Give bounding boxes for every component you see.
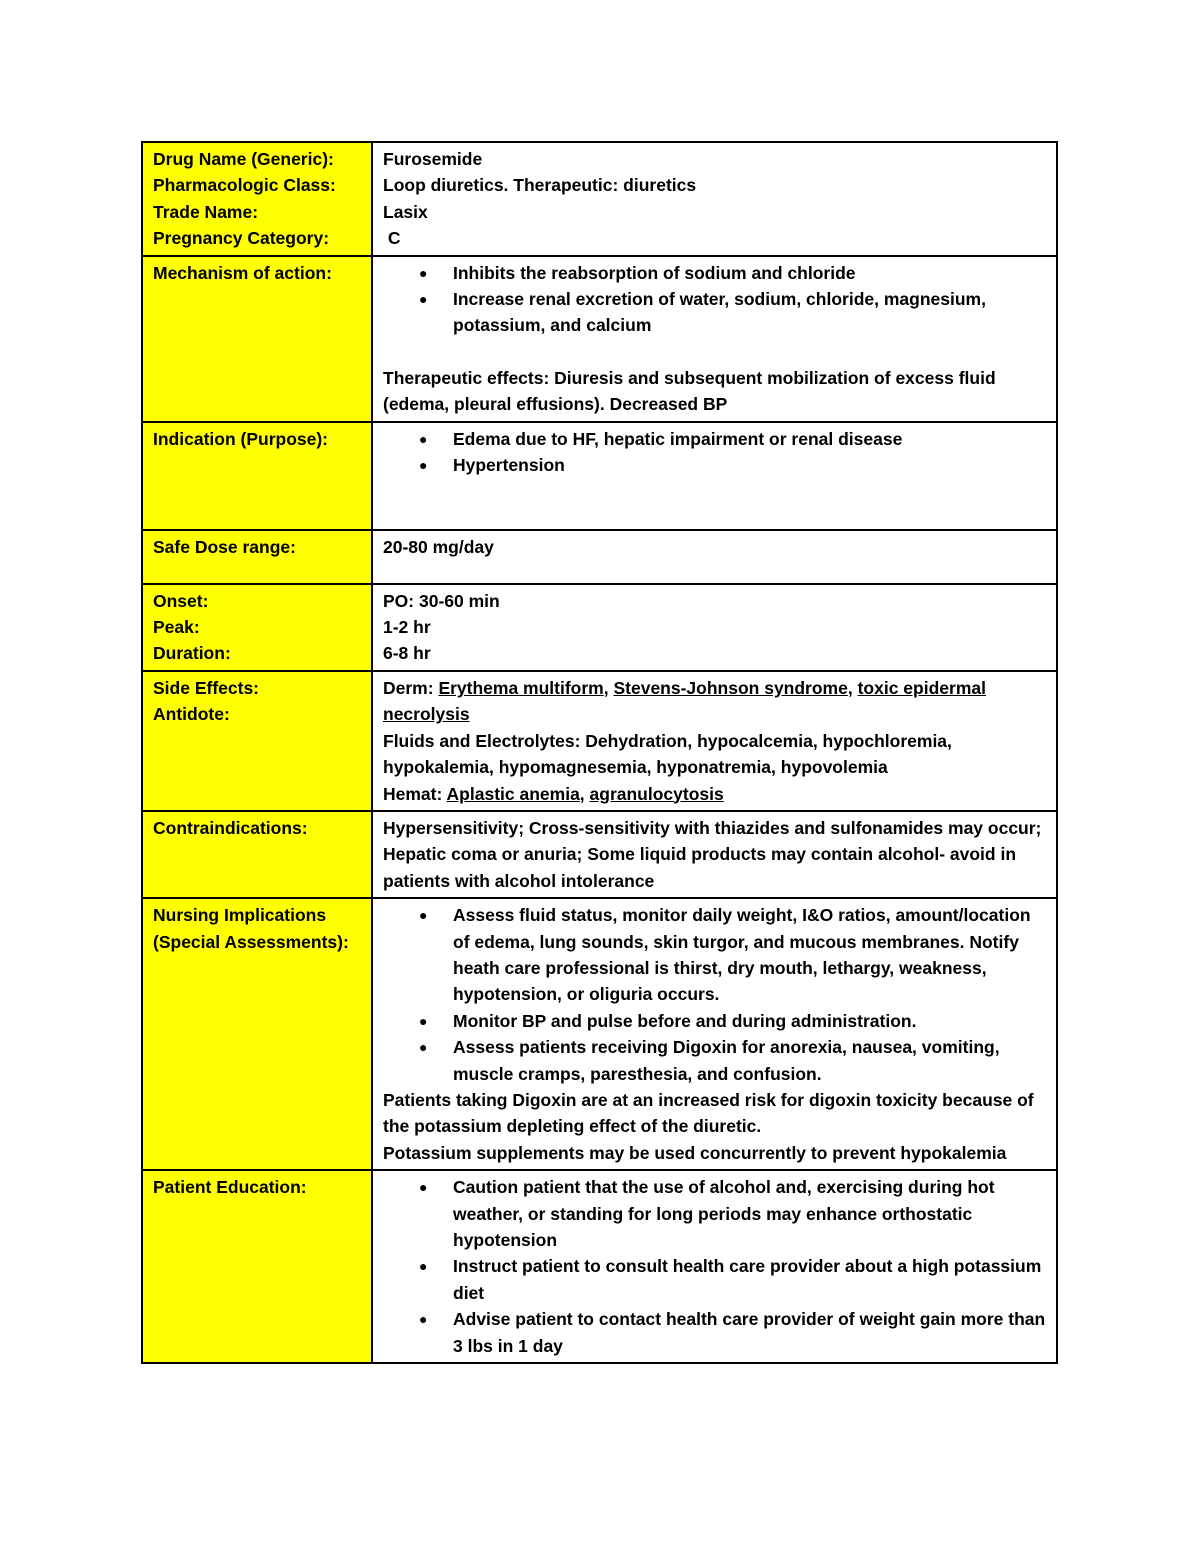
education-bullet: ● Caution patient that the use of alcohol and, exercising during hot weather, or standing for long periods may enhance orthostatic hypotension xyxy=(383,1174,1046,1253)
timing-labels-cell xyxy=(142,584,372,671)
contraindications-text: Hypersensitivity; Cross-sensitivity with thiazides and sulfonamides may occur; Hepatic coma or anuria; Some liquid products may contain alcohol- avoid in patients with alcohol intolerance xyxy=(372,811,1057,898)
derm-item: Stevens-Johnson syndrome xyxy=(613,677,848,698)
separator: , xyxy=(579,783,590,804)
trade-name-value: Lasix xyxy=(383,201,428,222)
drug-card-table xyxy=(141,141,1058,1364)
nursing-bullet: ● Assess patients receiving Digoxin for anorexia, nausea, vomiting, muscle cramps, paresthesia, and confusion. xyxy=(383,1034,1046,1087)
pharmacologic-class-label: Pharmacologic Class: xyxy=(153,175,336,196)
nursing-note: Patients taking Digoxin are at an increased risk for digoxin toxicity because of the potassium depleting effect of the diuretic. xyxy=(383,1089,1034,1137)
hemat-item: agranulocytosis xyxy=(589,783,724,804)
side-effects-label: Side Effects: xyxy=(153,677,259,698)
spacer xyxy=(383,339,1046,365)
derm-effects xyxy=(383,675,1046,728)
dose-row xyxy=(142,530,1057,584)
patient-education-label: Patient Education: xyxy=(142,1170,372,1363)
side-effects-cell xyxy=(372,671,1057,811)
timing-row xyxy=(142,584,1057,671)
mechanism-cell xyxy=(372,256,1057,422)
identity-row xyxy=(142,142,1057,256)
hemat-effects xyxy=(383,781,1046,807)
education-cell xyxy=(372,1170,1057,1363)
nursing-cell xyxy=(372,898,1057,1170)
therapeutic-effects-text: Therapeutic effects: Diuresis and subsequent mobilization of excess fluid (edema, pleural effusions). Decreased BP xyxy=(383,367,996,415)
mechanism-bullet: ● Inhibits the reabsorption of sodium and chloride xyxy=(383,260,1046,286)
hemat-item: Aplastic anemia xyxy=(446,783,580,804)
nursing-bullet: ● Monitor BP and pulse before and during administration. xyxy=(383,1008,1046,1034)
indication-cell xyxy=(372,422,1057,530)
safe-dose-label: Safe Dose range: xyxy=(142,530,372,584)
derm-item: toxic epidermal necrolysis xyxy=(383,677,986,725)
duration-label: Duration: xyxy=(153,643,231,664)
onset-value: PO: 30-60 min xyxy=(383,590,500,611)
identity-labels-cell xyxy=(142,142,372,256)
duration-value: 6-8 hr xyxy=(383,643,431,664)
drug-name-value: Furosemide xyxy=(383,149,483,169)
peak-label: Peak: xyxy=(153,617,200,638)
derm-prefix: Derm: xyxy=(383,677,439,698)
antidote-label: Antidote: xyxy=(153,704,230,725)
separator: , xyxy=(847,677,858,698)
indication-row xyxy=(142,422,1057,530)
identity-values-cell xyxy=(372,142,1057,256)
education-row xyxy=(142,1170,1057,1363)
mechanism-bullet: ● Increase renal excretion of water, sodium, chloride, magnesium, potassium, and calcium xyxy=(383,286,1046,339)
indication-bullet: ● Edema due to HF, hepatic impairment or renal disease xyxy=(383,426,1046,452)
fluid-electrolyte-effects: Fluids and Electrolytes: Dehydration, hypocalcemia, hypochloremia, hypokalemia, hypomagnesemia, hyponatremia, hypovolemia xyxy=(383,730,952,778)
indication-label: Indication (Purpose): xyxy=(142,422,372,530)
contraindications-label: Contraindications: xyxy=(142,811,372,898)
contraindications-row xyxy=(142,811,1057,898)
mechanism-label: Mechanism of action: xyxy=(142,256,372,422)
education-bullet: ● Advise patient to contact health care provider of weight gain more than 3 lbs in 1 day xyxy=(383,1306,1046,1359)
side-effects-row xyxy=(142,671,1057,811)
trade-name-label: Trade Name: xyxy=(153,201,259,222)
peak-value: 1-2 hr xyxy=(383,617,431,638)
pregnancy-category-label: Pregnancy Category: xyxy=(153,228,330,249)
indication-bullet: ● Hypertension xyxy=(383,452,1046,478)
hemat-prefix: Hemat: xyxy=(383,783,447,804)
onset-label: Onset: xyxy=(153,590,209,611)
mechanism-row xyxy=(142,256,1057,422)
education-bullet: ● Instruct patient to consult health care provider about a high potassium diet xyxy=(383,1253,1046,1306)
nursing-labels-cell xyxy=(142,898,372,1170)
nursing-implications-label: Nursing Implications xyxy=(153,905,327,926)
derm-item: Erythema multiform xyxy=(438,677,604,698)
special-assessments-label: (Special Assessments): xyxy=(153,931,349,952)
safe-dose-value: 20-80 mg/day xyxy=(372,530,1057,584)
nursing-row xyxy=(142,898,1057,1170)
separator: , xyxy=(603,677,614,698)
side-effects-labels-cell xyxy=(142,671,372,811)
drug-name-label: Drug Name (Generic): xyxy=(153,149,334,169)
nursing-bullet: ● Assess fluid status, monitor daily weight, I&O ratios, amount/location of edema, lung sounds, skin turgor, and mucous membranes. Notify heath care professional is thirst, dry mouth, lethargy, weakness, hypotension, or oliguria occurs. xyxy=(383,902,1046,1008)
timing-values-cell xyxy=(372,584,1057,671)
pregnancy-category-value: C xyxy=(383,228,401,249)
pharmacologic-class-value: Loop diuretics. Therapeutic: diuretics xyxy=(383,175,697,196)
nursing-note: Potassium supplements may be used concurrently to prevent hypokalemia xyxy=(383,1142,1007,1163)
